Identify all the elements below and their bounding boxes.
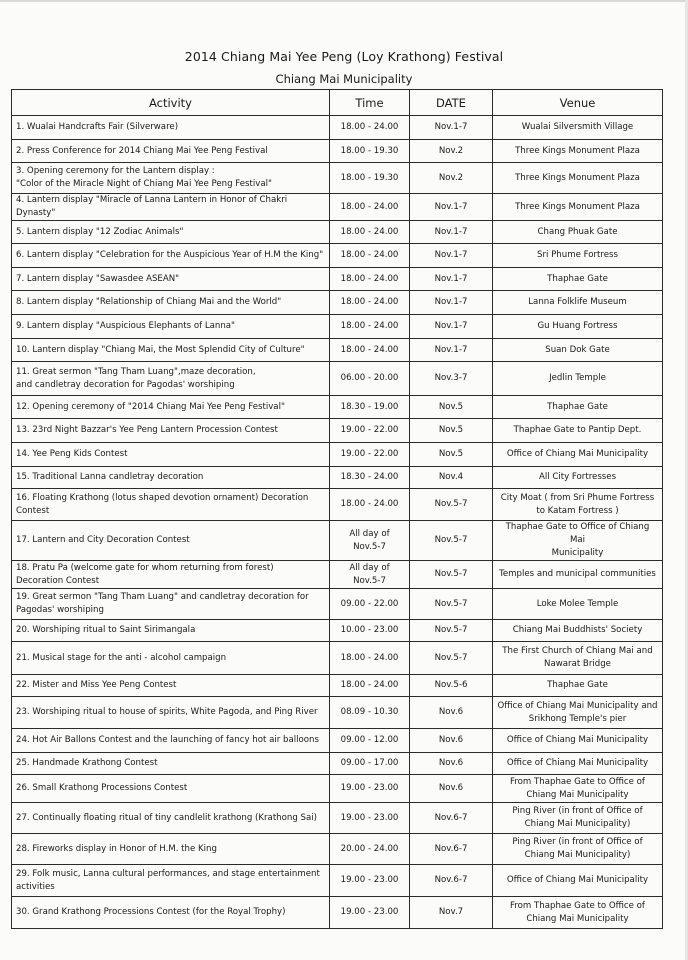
date-cell: Nov.1-7 (410, 221, 493, 244)
date-cell: Nov.7 (410, 897, 493, 929)
date-cell: Nov.1-7 (410, 315, 493, 339)
venue-cell: Thaphae Gate to Pantip Dept. (493, 419, 663, 443)
time-cell: 18.00 - 19.30 (330, 163, 410, 194)
time-cell: 19.00 - 23.00 (330, 775, 410, 803)
activity-cell: 1. Wualai Handcrafts Fair (Silverware) (12, 116, 330, 140)
venue-cell: Three Kings Monument Plaza (493, 194, 663, 221)
date-cell: Nov.6 (410, 697, 493, 729)
table-row (12, 194, 663, 221)
activity-cell: 14. Yee Peng Kids Contest (12, 443, 330, 467)
date-cell: Nov.3-7 (410, 362, 493, 396)
date-cell: Nov.1-7 (410, 116, 493, 140)
time-cell: 18.00 - 24.00 (330, 642, 410, 675)
activity-cell: 29. Folk music, Lanna cultural performances, and stage entertainment activities (12, 865, 330, 897)
activity-cell: 18. Pratu Pa (welcome gate for whom returning from forest) Decoration Contest (12, 561, 330, 589)
activity-cell: 17. Lantern and City Decoration Contest (12, 521, 330, 561)
time-cell: All day of Nov.5-7 (330, 561, 410, 589)
activity-cell: 21. Musical stage for the anti - alcohol campaign (12, 642, 330, 675)
date-cell: Nov.5-7 (410, 489, 493, 521)
time-cell: 18.00 - 24.00 (330, 339, 410, 362)
table-row (12, 268, 663, 291)
venue-cell: Chang Phuak Gate (493, 221, 663, 244)
date-cell: Nov.1-7 (410, 268, 493, 291)
venue-cell: Thaphae Gate to Office of Chiang Mai Municipality (493, 521, 663, 561)
table-row (12, 675, 663, 697)
table-header-row (12, 90, 663, 116)
date-cell: Nov.5-7 (410, 589, 493, 620)
venue-cell: Temples and municipal communities (493, 561, 663, 589)
table-row (12, 140, 663, 163)
table-row (12, 396, 663, 419)
table-row (12, 244, 663, 268)
time-cell: 18.30 - 24.00 (330, 467, 410, 489)
table-row (12, 620, 663, 642)
activity-cell: 24. Hot Air Ballons Contest and the launching of fancy hot air balloons (12, 729, 330, 753)
activity-cell: 26. Small Krathong Processions Contest (12, 775, 330, 803)
date-cell: Nov.6 (410, 775, 493, 803)
venue-cell: Three Kings Monument Plaza (493, 140, 663, 163)
date-cell: Nov.5 (410, 396, 493, 419)
venue-cell: City Moat ( from Sri Phume Fortress to Katam Fortress ) (493, 489, 663, 521)
time-cell: 09.00 - 17.00 (330, 753, 410, 775)
date-cell: Nov.6 (410, 753, 493, 775)
time-cell: 18.00 - 24.00 (330, 116, 410, 140)
time-cell: 18.00 - 24.00 (330, 675, 410, 697)
table-row (12, 561, 663, 589)
date-cell: Nov.1-7 (410, 339, 493, 362)
date-cell: Nov.1-7 (410, 244, 493, 268)
table-row (12, 315, 663, 339)
activity-cell: 15. Traditional Lanna candletray decoration (12, 467, 330, 489)
venue-cell: From Thaphae Gate to Office of Chiang Mai Municipality (493, 897, 663, 929)
table-row (12, 339, 663, 362)
venue-cell: Office of Chiang Mai Municipality (493, 753, 663, 775)
column-header-date: DATE (410, 90, 493, 116)
date-cell: Nov.5-7 (410, 620, 493, 642)
time-cell: 10.00 - 23.00 (330, 620, 410, 642)
table-row (12, 221, 663, 244)
time-cell: 18.00 - 24.00 (330, 315, 410, 339)
time-cell: 18.00 - 19.30 (330, 140, 410, 163)
time-cell: 19.00 - 22.00 (330, 419, 410, 443)
venue-cell: Office of Chiang Mai Municipality (493, 865, 663, 897)
time-cell: 18.30 - 19.00 (330, 396, 410, 419)
activity-cell: 16. Floating Krathong (lotus shaped devotion ornament) Decoration Contest (12, 489, 330, 521)
activity-cell: 8. Lantern display "Relationship of Chiang Mai and the World" (12, 291, 330, 315)
date-cell: Nov.2 (410, 163, 493, 194)
activity-cell: 20. Worshiping ritual to Saint Sirimangala (12, 620, 330, 642)
time-cell: 18.00 - 24.00 (330, 489, 410, 521)
time-cell: 09.00 - 22.00 (330, 589, 410, 620)
venue-cell: Suan Dok Gate (493, 339, 663, 362)
venue-cell: Thaphae Gate (493, 396, 663, 419)
activity-cell: 3. Opening ceremony for the Lantern display : "Color of the Miracle Night of Chiang Mai Yee Peng Festival" (12, 163, 330, 194)
activity-cell: 7. Lantern display "Sawasdee ASEAN" (12, 268, 330, 291)
date-cell: Nov.2 (410, 140, 493, 163)
schedule-table (11, 89, 663, 929)
activity-cell: 5. Lantern display "12 Zodiac Animals" (12, 221, 330, 244)
date-cell: Nov.6-7 (410, 834, 493, 865)
venue-cell: From Thaphae Gate to Office of Chiang Mai Municipality (493, 775, 663, 803)
date-cell: Nov.4 (410, 467, 493, 489)
time-cell: 19.00 - 23.00 (330, 865, 410, 897)
time-cell: 18.00 - 24.00 (330, 291, 410, 315)
date-cell: Nov.5 (410, 443, 493, 467)
table-row (12, 897, 663, 929)
table-row (12, 362, 663, 396)
column-header-venue: Venue (493, 90, 663, 116)
time-cell: 19.00 - 23.00 (330, 897, 410, 929)
page-subtitle: Chiang Mai Municipality (275, 72, 413, 86)
table-row (12, 865, 663, 897)
table-row (12, 419, 663, 443)
date-cell: Nov.6 (410, 729, 493, 753)
time-cell: 19.00 - 23.00 (330, 803, 410, 834)
venue-cell: Ping River (in front of Office of Chiang Mai Municipality) (493, 803, 663, 834)
table-row (12, 443, 663, 467)
time-cell: All day of Nov.5-7 (330, 521, 410, 561)
page-title: 2014 Chiang Mai Yee Peng (Loy Krathong) Festival (184, 49, 504, 64)
venue-cell: Thaphae Gate (493, 675, 663, 697)
table-row (12, 753, 663, 775)
activity-cell: 4. Lantern display "Miracle of Lanna Lantern in Honor of Chakri Dynasty" (12, 194, 330, 221)
activity-cell: 9. Lantern display "Auspicious Elephants of Lanna" (12, 315, 330, 339)
scan-edge-top (0, 0, 688, 2)
table-row (12, 163, 663, 194)
date-cell: Nov.5-7 (410, 642, 493, 675)
activity-cell: 27. Continually floating ritual of tiny candlelit krathong (Krathong Sai) (12, 803, 330, 834)
venue-cell: Office of Chiang Mai Municipality (493, 443, 663, 467)
column-header-time: Time (330, 90, 410, 116)
activity-cell: 23. Worshiping ritual to house of spirits, White Pagoda, and Ping River (12, 697, 330, 729)
venue-cell: Jedlin Temple (493, 362, 663, 396)
table-row (12, 729, 663, 753)
table-row (12, 521, 663, 561)
venue-cell: Chiang Mai Buddhists' Society (493, 620, 663, 642)
date-cell: Nov.5-6 (410, 675, 493, 697)
table-row (12, 697, 663, 729)
activity-cell: 30. Grand Krathong Processions Contest (for the Royal Trophy) (12, 897, 330, 929)
activity-cell: 12. Opening ceremony of "2014 Chiang Mai Yee Peng Festival" (12, 396, 330, 419)
venue-cell: All City Fortresses (493, 467, 663, 489)
venue-cell: Lanna Folklife Museum (493, 291, 663, 315)
venue-cell: Wualai Silversmith Village (493, 116, 663, 140)
activity-cell: 13. 23rd Night Bazzar's Yee Peng Lantern Procession Contest (12, 419, 330, 443)
time-cell: 18.00 - 24.00 (330, 268, 410, 291)
date-cell: Nov.5 (410, 419, 493, 443)
time-cell: 08.09 - 10.30 (330, 697, 410, 729)
time-cell: 18.00 - 24.00 (330, 194, 410, 221)
date-cell: Nov.6-7 (410, 865, 493, 897)
table-row (12, 589, 663, 620)
venue-cell: Office of Chiang Mai Municipality (493, 729, 663, 753)
table-row (12, 803, 663, 834)
activity-cell: 6. Lantern display "Celebration for the Auspicious Year of H.M the King" (12, 244, 330, 268)
table-row (12, 834, 663, 865)
date-cell: Nov.5-7 (410, 561, 493, 589)
venue-cell: Ping River (in front of Office of Chiang Mai Municipality) (493, 834, 663, 865)
activity-cell: 28. Fireworks display in Honor of H.M. the King (12, 834, 330, 865)
activity-cell: 22. Mister and Miss Yee Peng Contest (12, 675, 330, 697)
date-cell: Nov.1-7 (410, 291, 493, 315)
activity-cell: 10. Lantern display "Chiang Mai, the Most Splendid City of Culture" (12, 339, 330, 362)
venue-cell: Thaphae Gate (493, 268, 663, 291)
table-row (12, 291, 663, 315)
venue-cell: Gu Huang Fortress (493, 315, 663, 339)
table-row (12, 116, 663, 140)
table-row (12, 775, 663, 803)
column-header-activity: Activity (12, 90, 330, 116)
date-cell: Nov.1-7 (410, 194, 493, 221)
venue-cell: Loke Molee Temple (493, 589, 663, 620)
venue-cell: The First Church of Chiang Mai and Nawarat Bridge (493, 642, 663, 675)
time-cell: 09.00 - 12.00 (330, 729, 410, 753)
time-cell: 19.00 - 22.00 (330, 443, 410, 467)
time-cell: 18.00 - 24.00 (330, 221, 410, 244)
time-cell: 18.00 - 24.00 (330, 244, 410, 268)
time-cell: 06.00 - 20.00 (330, 362, 410, 396)
venue-cell: Sri Phume Fortress (493, 244, 663, 268)
table-row (12, 489, 663, 521)
activity-cell: 11. Great sermon "Tang Tham Luang",maze decoration, and candletray decoration for Pagodas' worshiping (12, 362, 330, 396)
activity-cell: 25. Handmade Krathong Contest (12, 753, 330, 775)
venue-cell: Three Kings Monument Plaza (493, 163, 663, 194)
venue-cell: Office of Chiang Mai Municipality and Srikhong Temple's pier (493, 697, 663, 729)
time-cell: 20.00 - 24.00 (330, 834, 410, 865)
date-cell: Nov.5-7 (410, 521, 493, 561)
activity-cell: 19. Great sermon "Tang Tham Luang" and candletray decoration for Pagodas' worshiping (12, 589, 330, 620)
activity-cell: 2. Press Conference for 2014 Chiang Mai Yee Peng Festival (12, 140, 330, 163)
table-row (12, 467, 663, 489)
date-cell: Nov.6-7 (410, 803, 493, 834)
table-row (12, 642, 663, 675)
